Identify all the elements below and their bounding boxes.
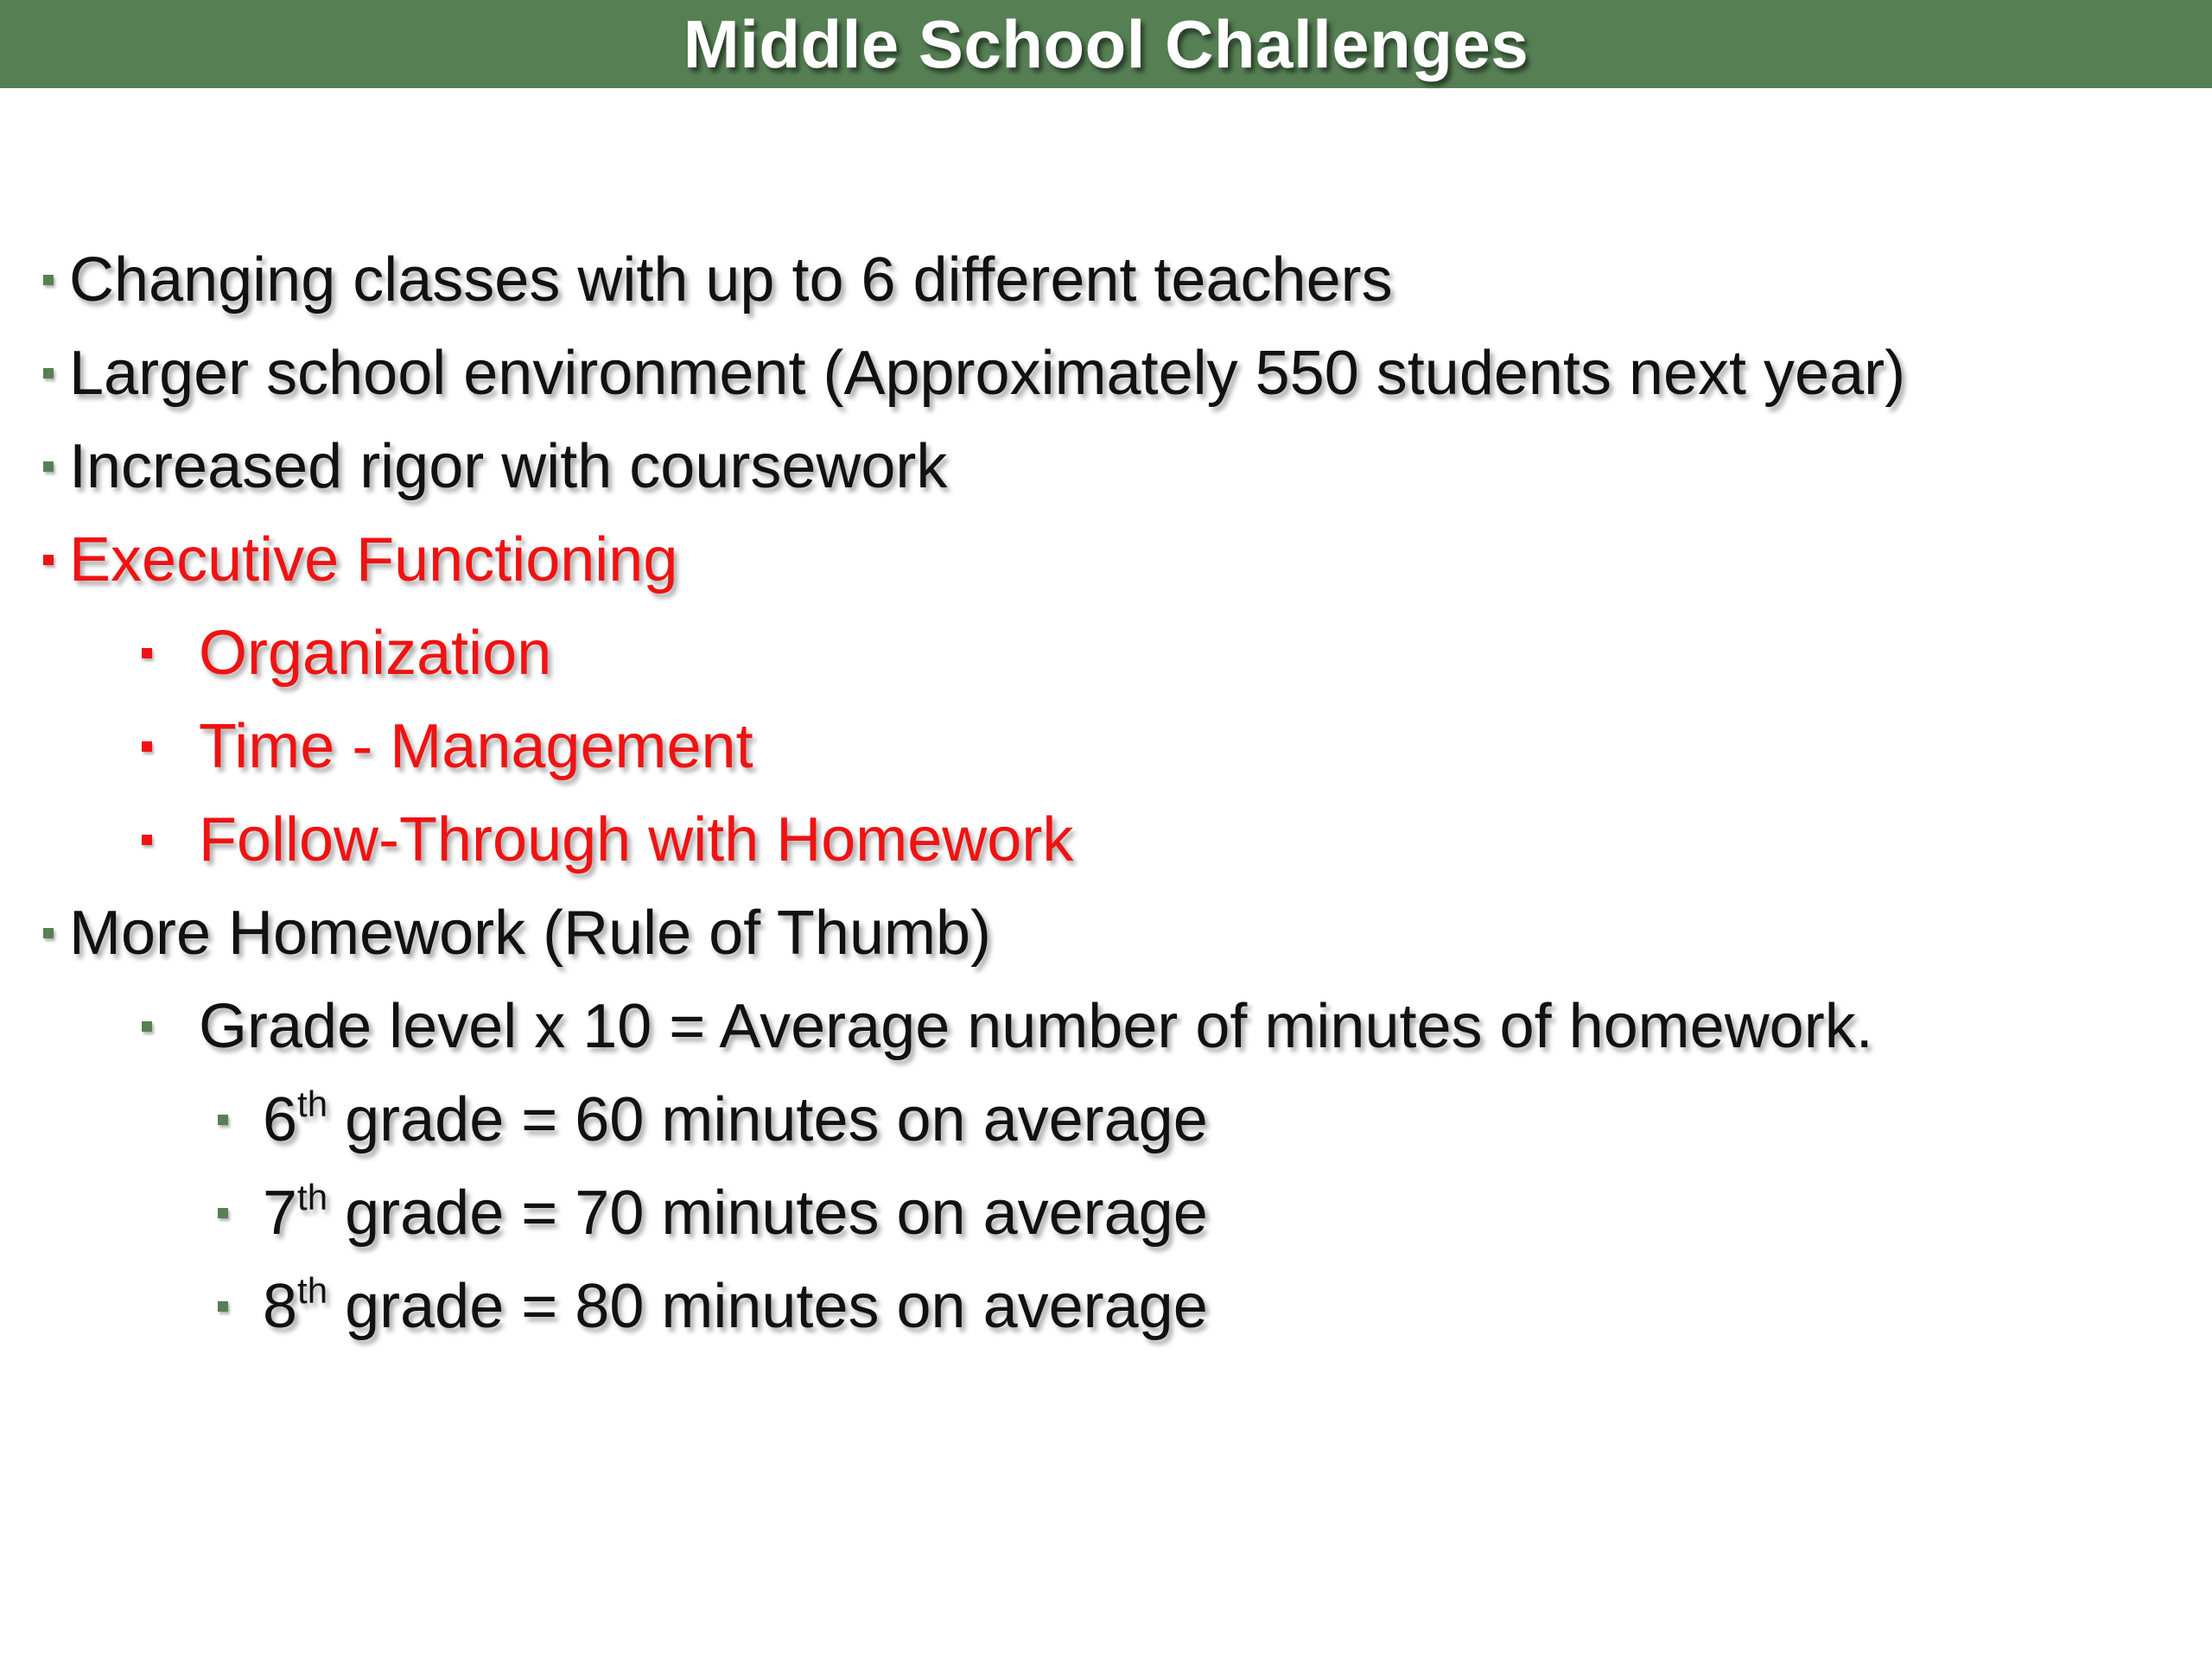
bullet-text: Grade level x 10 = Average number of minutes of homework. xyxy=(199,992,1873,1061)
bullet-marker xyxy=(43,928,54,938)
slide-title: Middle School Challenges xyxy=(683,6,1529,82)
bullet-marker xyxy=(43,555,54,565)
bullet-marker xyxy=(218,1301,228,1312)
ordinal-suffix: th xyxy=(297,1270,328,1311)
bullet-marker xyxy=(43,368,54,378)
bullet-text: grade = 60 minutes on average xyxy=(327,1085,1208,1154)
bullet-text: Increased rigor with coursework xyxy=(69,432,948,501)
bullet-more-homework xyxy=(69,899,991,968)
bullet-marker xyxy=(218,1208,228,1218)
grade-number: 7 xyxy=(263,1179,298,1248)
bullet-text: Follow-Through with Homework xyxy=(199,805,1074,874)
bullet-text: grade = 80 minutes on average xyxy=(327,1272,1208,1341)
bullet-text: More Homework (Rule of Thumb) xyxy=(69,899,991,968)
bullet-marker xyxy=(218,1115,228,1125)
bullet-larger-school xyxy=(69,339,1906,408)
bullet-text: Changing classes with up to 6 different teachers xyxy=(69,245,1393,315)
sub-bullet-8th-grade xyxy=(263,1270,1208,1341)
bullet-marker xyxy=(43,461,54,472)
sub-bullet-follow-through xyxy=(199,805,1074,874)
sub-bullet-6th-grade xyxy=(263,1084,1208,1154)
sub-bullet-grade-level-rule xyxy=(199,992,1873,1061)
sub-bullet-7th-grade xyxy=(263,1177,1208,1248)
bullet-marker xyxy=(142,1021,152,1032)
bullet-text: Time - Management xyxy=(199,712,753,781)
bullet-marker xyxy=(43,275,54,285)
sub-bullet-time-management xyxy=(199,712,753,781)
bullet-marker xyxy=(142,741,152,752)
bullet-executive-functioning xyxy=(69,525,678,594)
grade-number: 6 xyxy=(263,1085,298,1154)
bullet-text: Organization xyxy=(199,619,552,688)
bullet-text: grade = 70 minutes on average xyxy=(327,1179,1208,1248)
ordinal-suffix: th xyxy=(297,1177,328,1217)
bullet-changing-classes xyxy=(69,245,1393,315)
sub-bullet-organization xyxy=(199,619,552,688)
bullet-marker xyxy=(142,835,152,845)
bullet-text: Executive Functioning xyxy=(69,525,678,594)
bullet-text: Larger school environment (Approximately 550 students next year) xyxy=(69,339,1906,408)
bullet-increased-rigor xyxy=(69,432,948,501)
ordinal-suffix: th xyxy=(297,1084,328,1124)
bullet-marker xyxy=(142,648,152,658)
grade-number: 8 xyxy=(263,1272,298,1341)
